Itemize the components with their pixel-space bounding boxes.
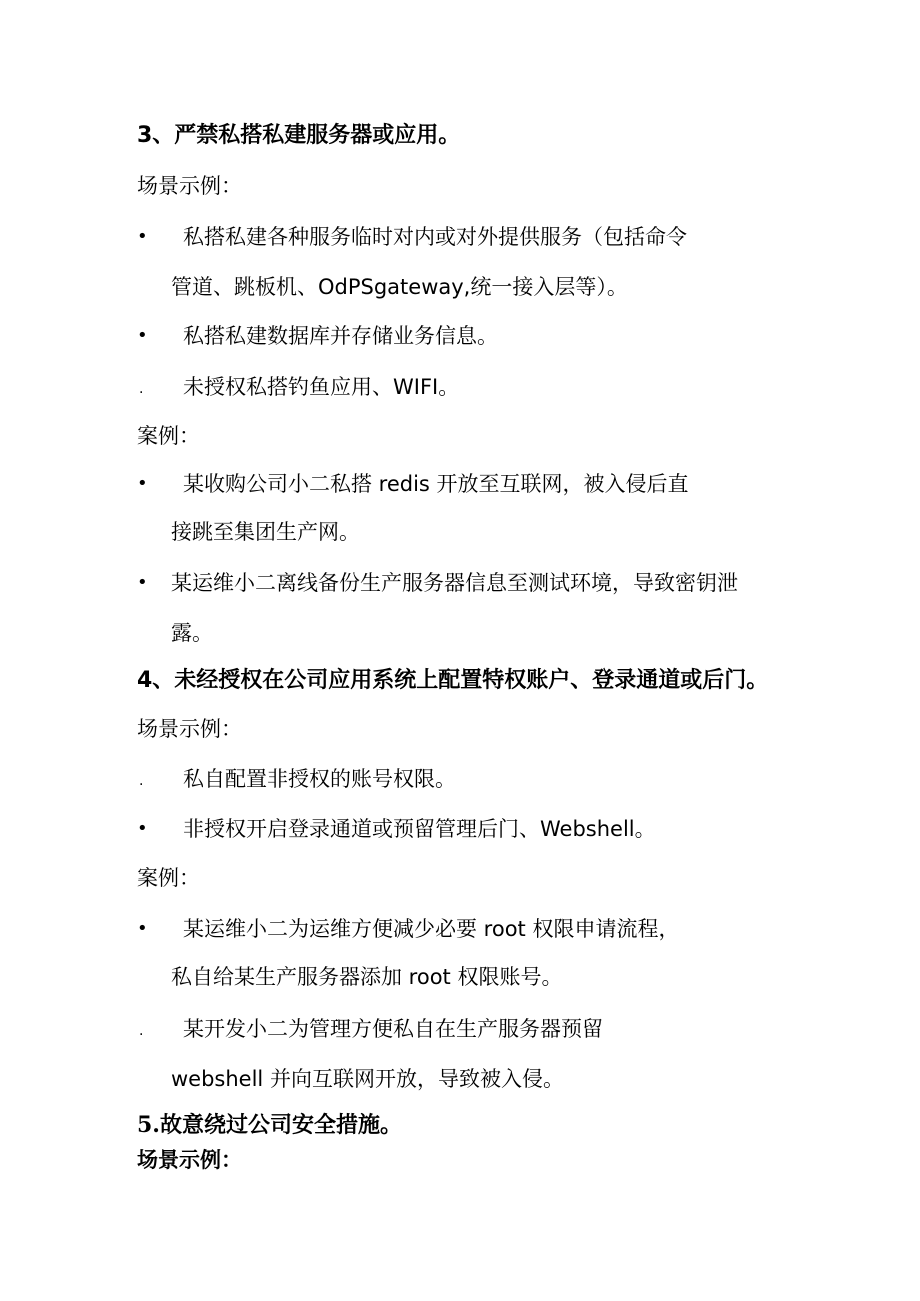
section-3-scenario-1-bullet: • bbox=[137, 226, 148, 247]
section-4-case-1-text: 某运维小二为运维方便减少必要 root 权限申请流程， bbox=[183, 917, 680, 941]
section-4-case-2-bullet: . bbox=[139, 1023, 144, 1039]
section-3-case-2-bullet: • bbox=[137, 572, 148, 593]
section-3-scenario-2-bullet: • bbox=[137, 325, 148, 346]
section-3-case-1-text: 某收购公司小二私搭 redis 开放至互联网，被入侵后直 bbox=[183, 472, 689, 496]
section-5-scenario-label: 场景示例： bbox=[137, 1148, 242, 1172]
section-3-case-1-continuation: 接跳至集团生产网。 bbox=[171, 520, 360, 544]
section-3-case-2-continuation: 露。 bbox=[171, 621, 213, 645]
section-4-scenario-label: 场景示例： bbox=[137, 717, 242, 741]
section-4-heading: 4、未经授权在公司应用系统上配置特权账户、登录通道或后门。 bbox=[137, 668, 769, 693]
section-3-case-label: 案例： bbox=[137, 424, 200, 448]
section-3-scenario-1-text: 私搭私建各种服务临时对内或对外提供服务（包括命令 bbox=[183, 225, 687, 249]
section-4-scenario-2-text: 非授权开启登录通道或预留管理后门、Webshell。 bbox=[183, 817, 656, 841]
section-4-case-label: 案例： bbox=[137, 866, 200, 890]
section-3-scenario-3-text: 未授权私搭钓鱼应用、WIFI。 bbox=[183, 375, 460, 399]
section-4-case-1-bullet: • bbox=[137, 918, 148, 939]
section-3-case-2-text: 某运维小二离线备份生产服务器信息至测试环境，导致密钥泄 bbox=[171, 571, 738, 595]
section-4-case-1-continuation: 私自给某生产服务器添加 root 权限账号。 bbox=[171, 965, 563, 989]
section-3-scenario-3-bullet: . bbox=[139, 381, 144, 397]
section-4-scenario-1-text: 私自配置非授权的账号权限。 bbox=[183, 767, 456, 791]
section-4-case-2-continuation: webshell 并向互联网开放，导致被入侵。 bbox=[171, 1067, 564, 1091]
section-4-scenario-2-bullet: • bbox=[137, 818, 148, 839]
section-4-scenario-1-bullet: . bbox=[139, 773, 144, 789]
section-3-scenario-2-text: 私搭私建数据库并存储业务信息。 bbox=[183, 324, 498, 348]
section-5-heading: 5.故意绕过公司安全措施。 bbox=[137, 1112, 402, 1138]
section-3-scenario-label: 场景示例： bbox=[137, 174, 242, 198]
section-3-scenario-1-continuation: 管道、跳板机、OdPSgateway,统一接入层等）。 bbox=[171, 275, 628, 299]
section-3-case-1-bullet: • bbox=[137, 473, 148, 494]
section-3-heading: 3、严禁私搭私建服务器或应用。 bbox=[137, 123, 461, 148]
section-4-case-2-text: 某开发小二为管理方便私自在生产服务器预留 bbox=[183, 1017, 603, 1041]
